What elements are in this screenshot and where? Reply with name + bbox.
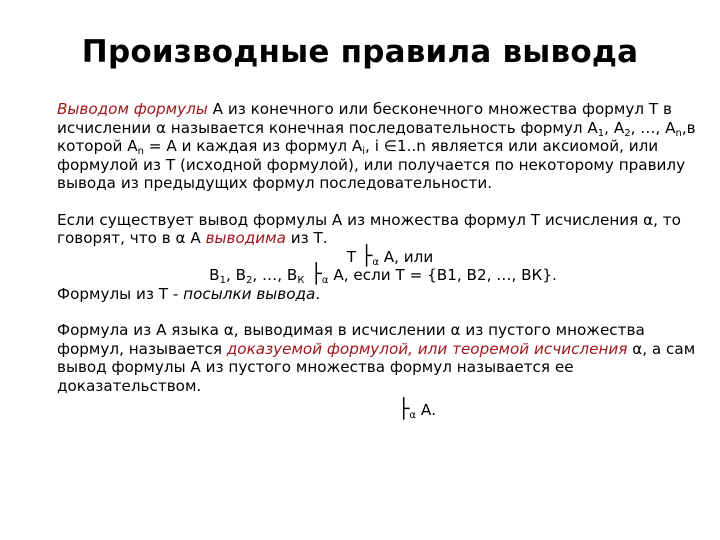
term-derivable: выводима [205, 229, 286, 247]
text: , …, В [252, 266, 298, 284]
subscript: К [297, 275, 305, 286]
text: Т [346, 247, 361, 266]
text: α, а сам вывод формулы А из пустого множества формул называется ее доказательством. [57, 339, 696, 395]
text: А, или [378, 247, 434, 266]
spacer [57, 303, 697, 321]
text: В [209, 266, 220, 284]
derivable-paragraph [57, 211, 697, 248]
text: Формулы из Т - [57, 284, 184, 303]
slide-body [57, 100, 697, 420]
formula-line-2 [57, 263, 697, 286]
text: из Т. [285, 229, 328, 247]
term-theorem: теоремой исчисления [452, 339, 628, 358]
text: , В [225, 266, 247, 284]
term-derivation: Выводом формулы [57, 100, 208, 118]
subscript: i [362, 146, 366, 157]
text: А из конечного или бесконечного множества формул Т в исчислении α называется конечная последовательность формул А [57, 100, 672, 137]
subscript: α [321, 275, 329, 286]
text: , А [604, 118, 625, 137]
text: Формула из А языка α, выводимая в исчислении α из пустого множества формул, называется [57, 321, 645, 358]
subscript: 1 [219, 275, 226, 286]
subscript: n [675, 127, 682, 139]
text: = А и каждая из формул А [143, 137, 363, 155]
formula-line-3 [57, 398, 697, 421]
formula-line-1 [57, 244, 697, 268]
term-premises: посылки вывода [183, 284, 316, 303]
term-provable-formula: доказуемой формулой, или [226, 339, 453, 358]
slide-title: Производные правила вывода [81, 34, 639, 70]
subscript: n [137, 146, 144, 157]
premises-line [57, 285, 697, 304]
definition-paragraph [57, 100, 697, 193]
subscript: α [409, 410, 416, 421]
text: , …, А [630, 118, 676, 137]
text: , i ∈1..n является или аксиомой, или формулой из Т (исходной формулой), или получается по некоторому правилу вывода из предыдущих формул последовательности. [57, 137, 686, 192]
turnstile-symbol: ├ [360, 244, 373, 267]
turnstile-symbol: ├ [397, 398, 410, 420]
subscript: 2 [624, 127, 631, 139]
text: Если существует вывод формулы А из множества формул Т исчисления α, то говорят, что в α А [57, 210, 681, 247]
theorem-paragraph [57, 321, 697, 395]
subscript: 2 [246, 275, 253, 286]
text: А, если Т = {В1, В2, …, ВК}. [328, 266, 557, 284]
spacer [57, 193, 697, 211]
text: ,в которой А [57, 118, 696, 155]
subscript: 1 [597, 127, 605, 139]
subscript: α [372, 256, 379, 268]
turnstile-symbol: ├ [304, 263, 322, 285]
text: . [315, 284, 321, 303]
text: А. [416, 401, 437, 419]
